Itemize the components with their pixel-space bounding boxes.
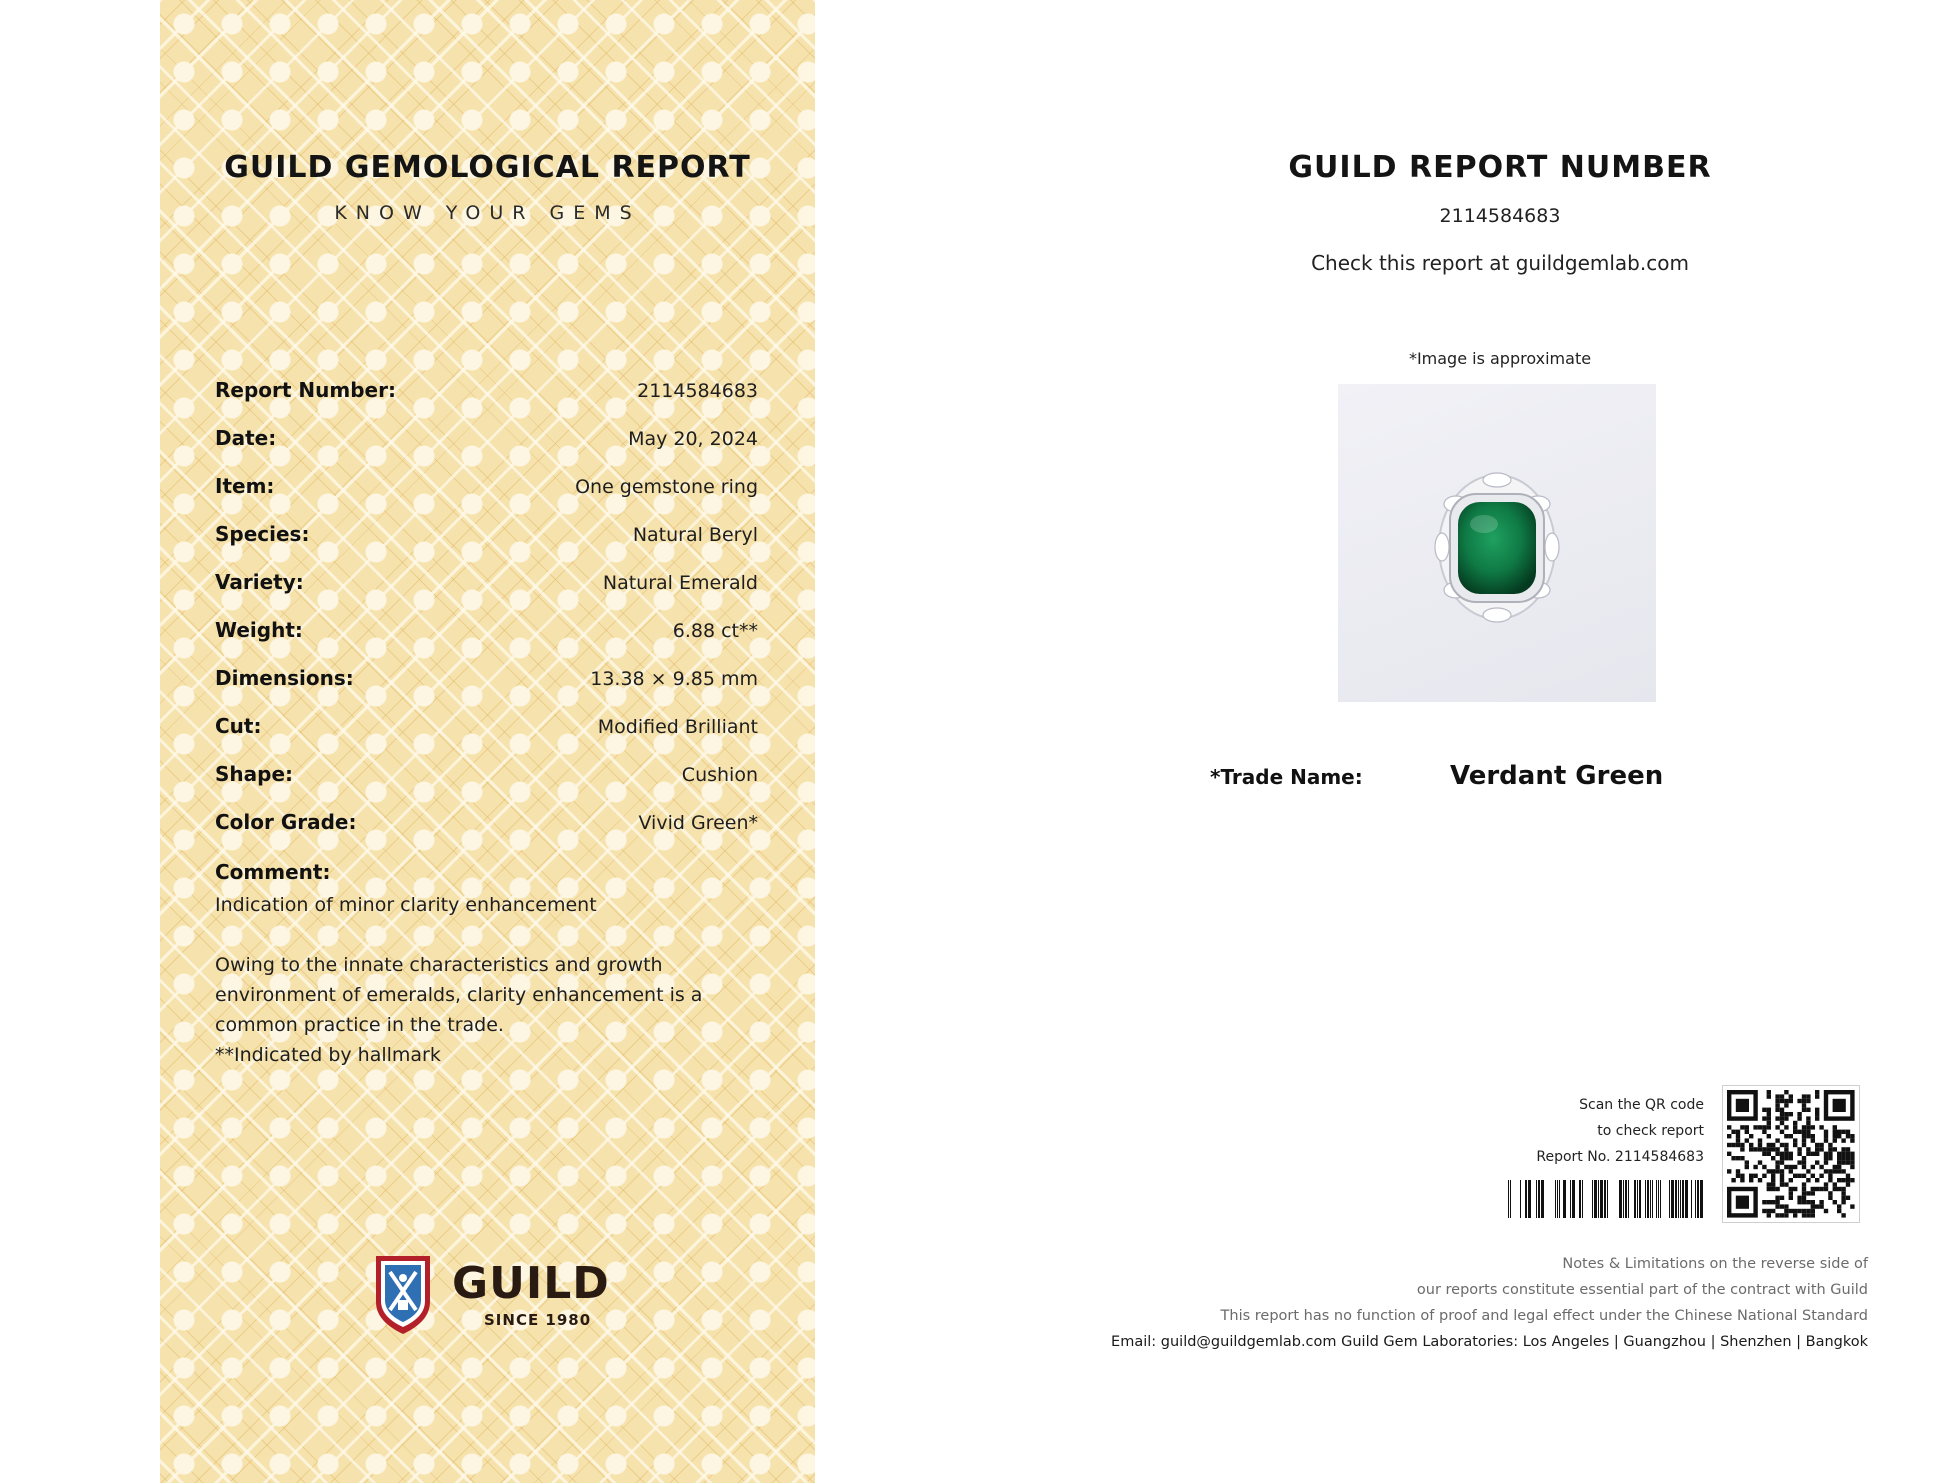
field-label: Cut: [215,714,262,738]
field-row-weight [215,618,758,666]
trade-name-label: *Trade Name: [1210,765,1363,789]
field-label: Shape: [215,762,294,786]
field-value: Natural Emerald [602,572,758,594]
field-value: May 20, 2024 [628,428,758,450]
qr-report-number: Report No. 2114584683 [1536,1149,1704,1165]
field-row-variety [215,570,758,618]
qr-instruction-line: to check report [1597,1123,1704,1139]
report-tagline: KNOW YOUR GEMS [334,202,641,224]
field-label: Color Grade: [215,810,357,834]
brand-since: SINCE 1980 [484,1311,592,1329]
report-number-value: 2114584683 [1439,205,1561,227]
field-row-date [215,426,758,474]
field-value: 13.38 × 9.85 mm [590,668,758,690]
field-row-cut [215,714,758,762]
report-number-heading: GUILD REPORT NUMBER [1288,150,1712,185]
field-value: Cushion [681,764,758,786]
field-row-report-number [215,378,758,426]
comment-text: Indication of minor clarity enhancement [215,894,597,916]
note-line: environment of emeralds, clarity enhancement is a [215,984,703,1006]
comment-label: Comment: [215,860,331,884]
guild-crest-icon [370,1250,436,1336]
guild-logo [370,1250,610,1340]
footer-note-line: This report has no function of proof and legal effect under the Chinese National Standard [1220,1308,1868,1324]
field-label: Date: [215,426,277,450]
barcode-image [1494,1180,1706,1218]
field-row-shape [215,762,758,810]
trade-name-value: Verdant Green [1450,761,1664,791]
field-value: 2114584683 [637,380,758,402]
footer-note-line: our reports constitute essential part of the contract with Guild [1416,1282,1868,1298]
field-value: Modified Brilliant [597,716,758,738]
brand-name: GUILD [452,1258,610,1309]
emerald-ring-image [1338,384,1656,702]
enhancement-note [215,950,735,1070]
gemstone-ring-photo [1338,384,1656,702]
qr-code[interactable] [1722,1085,1860,1223]
qr-instruction-line: Scan the QR code [1579,1097,1704,1113]
certificate-panel [160,0,815,1483]
field-row-color-grade [215,810,758,858]
field-row-species [215,522,758,570]
note-line: **Indicated by hallmark [215,1044,441,1066]
field-row-item [215,474,758,522]
field-value: Vivid Green* [638,812,758,834]
image-approximate-note: *Image is approximate [1408,349,1592,368]
footer-note-line: Notes & Limitations on the reverse side of [1562,1256,1868,1272]
field-value: 6.88 ct** [672,620,758,642]
field-label: Report Number: [215,378,396,402]
field-label: Item: [215,474,275,498]
field-value: One gemstone ring [575,476,758,498]
field-label: Dimensions: [215,666,354,690]
report-title: GUILD GEMOLOGICAL REPORT [224,150,751,185]
report-fields [215,378,758,858]
field-label: Weight: [215,618,303,642]
field-value: Natural Beryl [632,524,758,546]
footer-contact-line: Email: guild@guildgemlab.com Guild Gem Laboratories: Los Angeles | Guangzhou | Shenzhen | Bangkok [1111,1334,1868,1350]
verify-link-text[interactable]: Check this report at guildgemlab.com [1311,251,1689,275]
field-label: Variety: [215,570,304,594]
field-label: Species: [215,522,310,546]
note-line: common practice in the trade. [215,1014,504,1036]
field-row-dimensions [215,666,758,714]
note-line: Owing to the innate characteristics and growth [215,954,663,976]
